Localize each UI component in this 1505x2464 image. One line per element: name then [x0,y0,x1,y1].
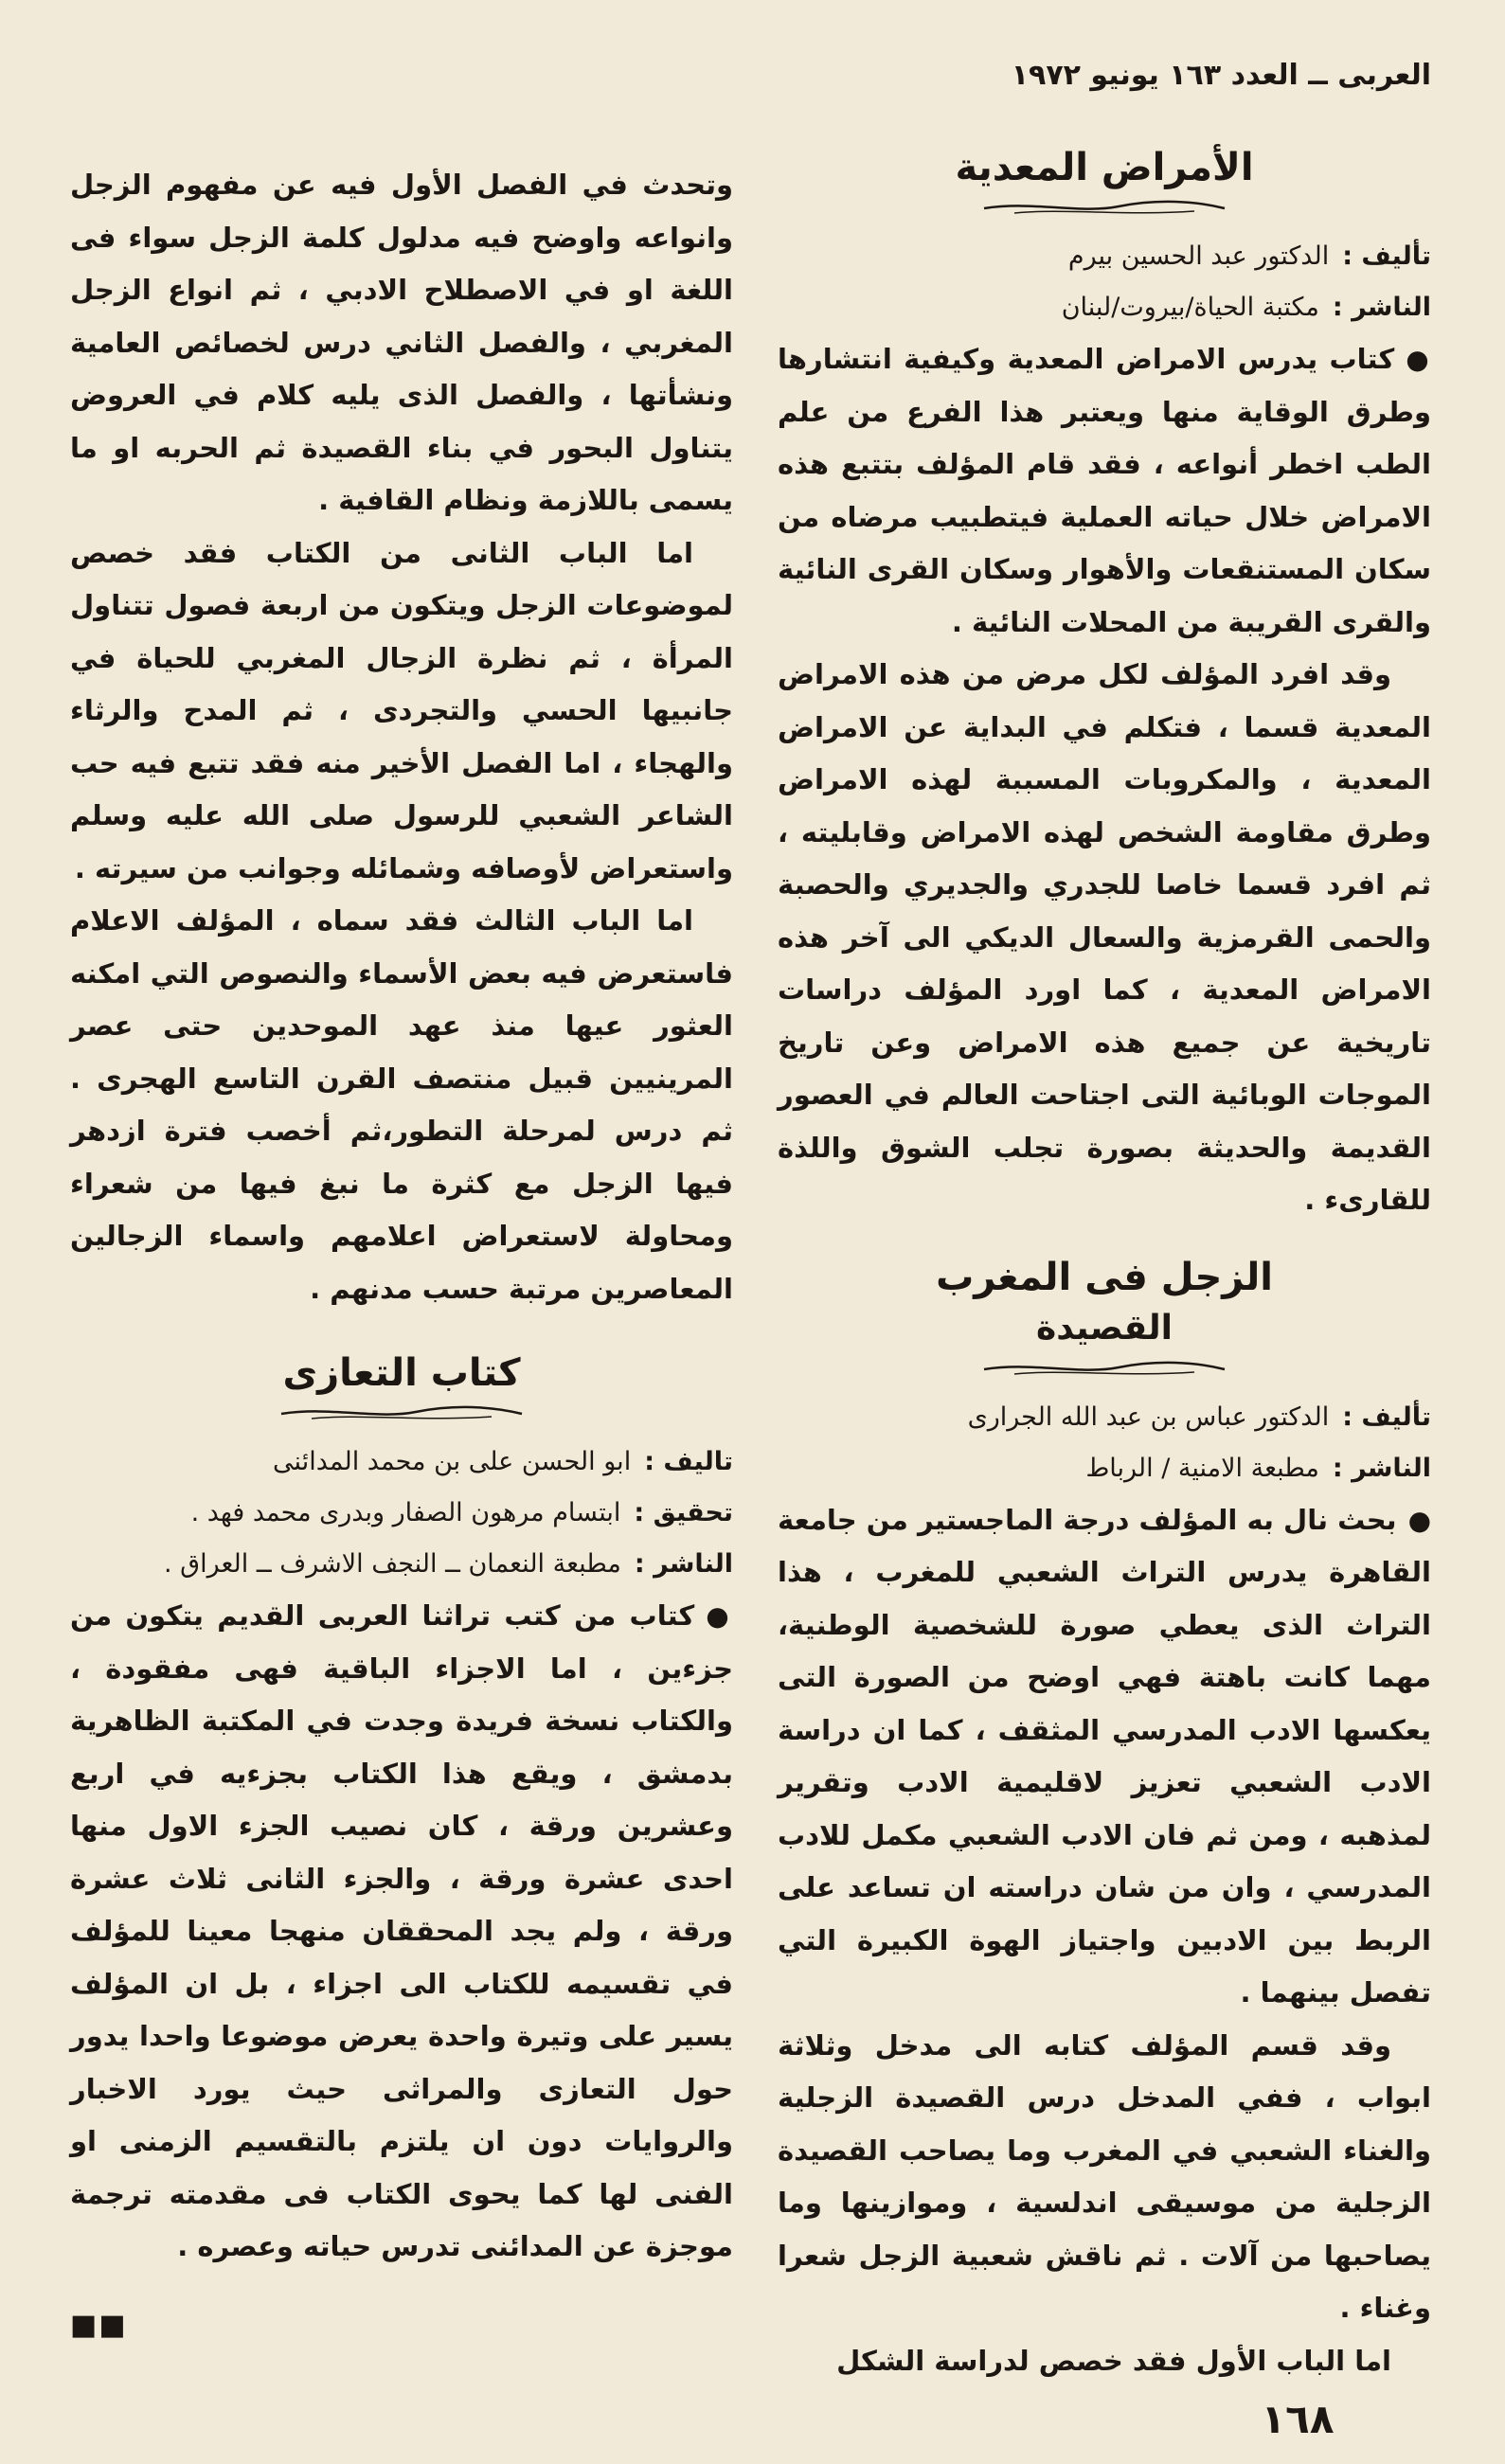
review-paragraph: وقد قسم المؤلف كتابه الى مدخل وثلاثة ابواب ، ففي المدخل درس القصيدة الزجلية والغناء الشعبي في المغرب وما يصاحب القصيدة الزجلية من موسيقى اندلسية ، وموازينها وما يصاحبها من آلات . ثم ناقش شعبية الزجل شعرا وغناء . [778,2028,1431,2324]
right-column [778,142,1431,2387]
author-line [70,1437,733,1488]
author-label: تأليف : [1342,1402,1431,1432]
review-paragraph: وقد افرد المؤلف لكل مرض من هذه الامراض المعدية قسما ، فتكلم في البداية عن الامراض المعدية ، والمكروبات المسببة لهذه الامراض وطرق مقاومة الشخص لهذه الامراض وقابليته ، ثم افرد قسما خاصا للجدري والجديري والحصبة والحمى القرمزية والسعال الديكي الى آخر هذه الامراض المعدية ، كما اورد المؤلف دراسات تاريخية عن جميع هذه الامراض وعن تاريخ الموجات الوبائية التى اجتاحت العالم في العصور القديمة والحديثة بصورة تجلب الشوق واللذة للقارىء . [778,658,1431,1216]
review-paragraph: وتحدث في الفصل الأول فيه عن مفهوم الزجل وانواعه واوضح فيه مدلول كلمة الزجل سواء فى اللغة او في الاصطلاح الادبي ، ثم انواع الزجل المغربي ، والفصل الثاني درس لخصائص العامية ونشأتها ، والفصل الذى يليه كلام في العروض يتناول البحور في بناء القصيدة ثم الحربه او ما يسمى باللازمة ونظام القافية . [70,169,733,516]
editor-label: تحقيق : [634,1498,733,1527]
editor-names: ابتسام مرهون الصفار وبدرى محمد فهد . [190,1498,621,1527]
title-swash-ornament [976,1358,1232,1379]
title-swash-ornament [976,197,1232,218]
publisher-line [778,282,1431,333]
end-of-article-mark: ■■ [70,2309,128,2342]
review-paragraph: اما الباب الأول فقد خصص لدراسة الشكل [836,2344,1391,2377]
author-name: ابو الحسن على بن محمد المدائنى [273,1447,632,1476]
book-title: الزجل فى المغرب [936,1255,1273,1299]
review-book-of-condolences [70,1348,733,2274]
review-zajal-in-morocco [778,1252,1431,2388]
page-number: ١٦٨ [1261,2396,1335,2442]
review-paragraph: اما الباب الثالث فقد سماه ، المؤلف الاعلام فاستعرض فيه بعض الأسماء والنصوص التي امكنه العثور عيها منذ عهد الموحدين حتى عصر المرينيين قبيل منتصف القرن التاسع الهجرى . ثم درس لمرحلة التطور،ثم أخصب فترة ازدهر فيها الزجل مع كثرة ما نبغ فيها من شعراء ومحاولة لاستعراض اعلامهم واسماء الزجالين المعاصرين مرتبة حسب مدنهم . [70,904,733,1305]
editor-line [70,1488,733,1539]
publisher-name: مطبعة الامنية / الرباط [1085,1453,1319,1483]
publisher-name: مكتبة الحياة/بيروت/لبنان [1061,293,1319,322]
author-line [778,231,1431,282]
publisher-label: الناشر : [634,1549,733,1579]
publisher-line [70,1539,733,1590]
bullet-icon: ● [1406,344,1431,375]
author-name: الدكتور عبد الحسين بيرم [1067,241,1330,271]
review-infectious-diseases [778,142,1431,1227]
author-label: تاليف : [644,1447,733,1476]
author-name: الدكتور عباس بن عبد الله الجرارى [967,1402,1330,1432]
book-subtitle: القصيدة [1036,1308,1173,1348]
review-paragraph: ●كتاب يدرس الامراض المعدية وكيفية انتشارها وطرق الوقاية منها ويعتبر هذا الفرع من علم الطب اخطر أنواعه ، فقد قام المؤلف بتتبع هذه الامراض خلال حياته العملية فيتطبيب مرضاه من سكان المستنقعات والأهوار وسكان القرى النائية والقرى القريبة من المحلات النائية . [778,343,1431,638]
bullet-icon: ● [706,1600,733,1632]
publisher-label: الناشر : [1332,293,1431,322]
bullet-icon: ● [1407,1504,1431,1536]
publisher-label: الناشر : [1332,1453,1431,1483]
title-swash-ornament [274,1402,529,1423]
book-title: كتاب التعازى [282,1351,521,1395]
review-paragraph: ●كتاب من كتب تراثنا العربى القديم يتكون من جزءين ، اما الاجزاء الباقية فهى مفقودة ، والكتاب نسخة فريدة وجدت في المكتبة الظاهرية بدمشق ، ويقع هذا الكتاب بجزءيه في اربع وعشرين ورقة ، كان نصيب الجزء الاول منها احدى عشرة ورقة ، والجزء الثانى ثلاث عشرة ورقة ، ولم يجد المحققان منهجا معينا للمؤلف في تقسيمه للكتاب الى اجزاء ، بل ان المؤلف يسير على وتيرة واحدة يعرض موضوعا واحدا يدور حول التعازى والمراثى حيث يورد الاخبار والروايات دون ان يلتزم بالتقسيم الزمنى او الفنى لها كما يحوى الكتاب فى مقدمته ترجمة موجزة عن المدائنى تدرس حياته وعصره . [70,1599,733,2262]
review-paragraph: ●بحث نال به المؤلف درجة الماجستير من جامعة القاهرة يدرس التراث الشعبي للمغرب ، هذا التراث الذى يعطي صورة للشخصية الوطنية، مهما كانت باهتة فهي اوضح من الصورة التى يعكسها الادب المدرسي المثقف ، كما ان دراسة الادب الشعبي تعزيز لاقليمية الادب وتقرير لمذهبه ، ومن ثم فان الادب الشعبي مكمل للادب المدرسي ، وان من شان دراسته ان تساعد على الربط بين الادبين واجتياز الهوة الكبيرة التي تفصل بينهما . [778,1503,1431,2009]
running-head: العربى ــ العدد ١٦٣ يونيو ١٩٧٢ [1011,59,1431,92]
publisher-line [778,1443,1431,1494]
left-column [70,159,733,2274]
author-line [778,1392,1431,1443]
author-label: تأليف : [1342,241,1431,271]
review-paragraph: اما الباب الثانى من الكتاب فقد خصص لموضوعات الزجل ويتكون من اربعة فصول تتناول المرأة ، ثم نظرة الزجال المغربي للحياة في جانبيها الحسي والتجردى ، ثم المدح والرثاء والهجاء ، اما الفصل الأخير منه فقد تتبع فيه حب الشاعر الشعبي للرسول صلى الله عليه وسلم واستعراض لأوصافه وشمائله وجوانب من سيرته . [70,536,733,884]
book-title: الأمراض المعدية [955,146,1254,189]
publisher-name: مطبعة النعمان ــ النجف الاشرف ــ العراق . [164,1549,621,1579]
